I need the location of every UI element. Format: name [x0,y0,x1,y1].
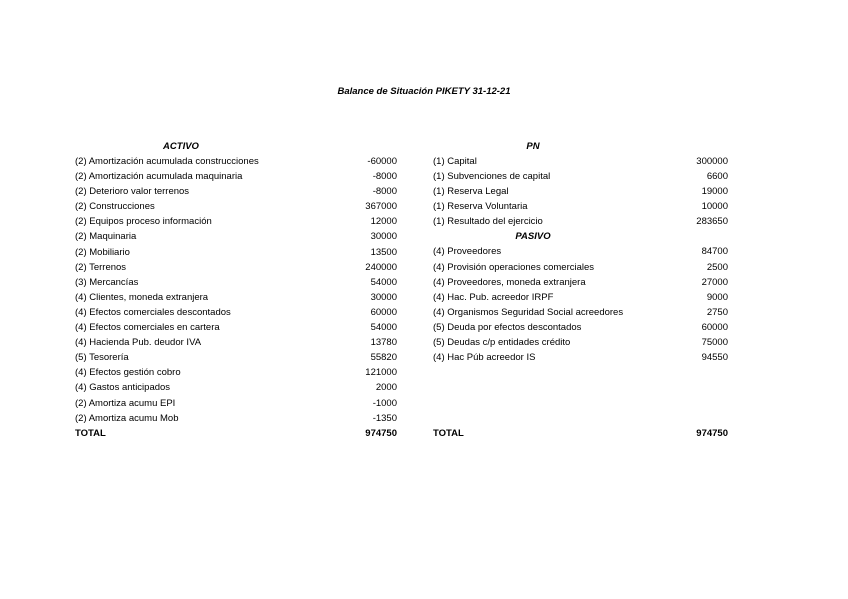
table-row [433,350,728,365]
row-value: 13500 [370,246,397,258]
row-label: (4) Efectos gestión cobro [75,367,181,379]
row-value: 27000 [701,276,728,288]
row-label: (2) Deterioro valor terrenos [75,186,190,198]
row-value: -8000 [372,171,397,183]
row-value: 2750 [706,306,728,318]
row-label: (1) Reserva Voluntaria [433,201,528,213]
row-value: 60000 [701,321,728,333]
row-label: (2) Terrenos [75,261,127,273]
row-label: (3) Mercancías [75,276,139,288]
row-value: 9000 [706,291,728,303]
table-row [433,169,728,184]
row-value: 54000 [370,322,397,334]
pn-heading: PN [526,141,540,152]
row-label: (2) Construcciones [75,201,155,213]
table-row [433,260,728,275]
table-row [75,365,397,380]
row-value: 13780 [370,337,397,349]
table-row [433,199,728,214]
row-label: (2) Amortización acumulada construcciones [75,156,259,167]
row-value: -1000 [372,397,397,409]
row-value: 121000 [365,367,397,379]
row-value: 84700 [701,246,728,258]
row-label: (1) Capital [433,156,477,167]
row-label: (4) Hac. Pub. acreedor IRPF [433,291,554,303]
table-row [433,305,728,320]
table-row [75,305,397,320]
row-label: (4) Gastos anticipados [75,382,171,394]
row-value: 6600 [706,171,728,183]
activo-total-row [75,426,397,441]
row-label: (4) Provisión operaciones comerciales [433,261,595,273]
row-value: 283650 [696,216,728,228]
table-row [433,214,728,229]
pasivo-total-label: TOTAL [433,427,464,439]
row-label: (2) Equipos proceso información [75,216,212,228]
row-label: (2) Maquinaria [75,231,137,243]
table-row [433,335,728,350]
pasivo-total-row [433,426,728,441]
pasivo-total-value: 974750 [696,427,728,439]
row-value: 75000 [701,337,728,349]
row-label: (4) Clientes, moneda extranjera [75,291,209,303]
row-label: (2) Amortiza acumu EPI [75,397,176,409]
table-row [75,290,397,305]
pn-list [433,154,728,229]
table-row [75,184,397,199]
table-row [433,154,728,169]
table-row [75,199,397,214]
row-label: (2) Mobiliario [75,246,130,258]
row-value: -60000 [367,156,397,167]
activo-heading: ACTIVO [163,141,199,152]
spacer [433,365,728,425]
table-row [75,275,397,290]
row-value: 2500 [706,261,728,273]
row-value: 19000 [701,186,728,198]
table-row [75,350,397,365]
row-label: (1) Reserva Legal [433,186,509,198]
row-label: (4) Efectos comerciales descontados [75,306,231,318]
row-label: (2) Amortiza acumu Mob [75,412,179,424]
activo-list [75,154,397,426]
document-title: Balance de Situación PIKETY 31-12-21 [337,86,511,97]
pasivo-heading: PASIVO [515,231,551,243]
row-label: (1) Resultado del ejercicio [433,216,543,228]
row-label: (4) Proveedores, moneda extranjera [433,276,586,288]
row-value: 55820 [370,352,397,364]
table-row [75,335,397,350]
table-row [433,184,728,199]
row-label: (4) Organismos Seguridad Social acreedores [433,306,624,318]
row-value: 30000 [370,231,397,243]
row-value: -1350 [372,412,397,424]
row-label: (5) Tesorería [75,352,129,364]
table-row [75,154,397,169]
row-label: (4) Proveedores [433,246,502,258]
table-row [75,320,397,335]
table-row [75,411,397,426]
activo-column [75,139,397,441]
row-value: 240000 [365,261,397,273]
activo-total-label: TOTAL [75,427,106,439]
row-value: 60000 [370,306,397,318]
row-label: (4) Hac Púb acreedor IS [433,352,536,364]
row-label: (2) Amortización acumulada maquinaria [75,171,243,183]
table-row [433,320,728,335]
row-value: 10000 [701,201,728,213]
table-row [75,229,397,244]
row-label: (4) Efectos comerciales en cartera [75,322,220,334]
row-label: (5) Deuda por efectos descontados [433,321,582,333]
row-label: (5) Deudas c/p entidades crédito [433,337,571,349]
pn-pasivo-column [433,139,728,441]
activo-total-value: 974750 [365,427,397,439]
pasivo-list [433,244,728,365]
row-value: 94550 [701,352,728,364]
row-value: 2000 [375,382,397,394]
row-label: (1) Subvenciones de capital [433,171,551,183]
row-value: 367000 [365,201,397,213]
table-row [75,214,397,229]
table-row [75,260,397,275]
table-row [433,244,728,259]
row-label: (4) Hacienda Pub. deudor IVA [75,337,202,349]
row-value: -8000 [372,186,397,198]
table-row [75,380,397,395]
row-value: 12000 [370,216,397,228]
table-row [75,169,397,184]
table-row [75,396,397,411]
row-value: 30000 [370,291,397,303]
table-row [433,275,728,290]
table-row [75,245,397,260]
table-row [433,290,728,305]
row-value: 54000 [370,276,397,288]
row-value: 300000 [696,156,728,167]
